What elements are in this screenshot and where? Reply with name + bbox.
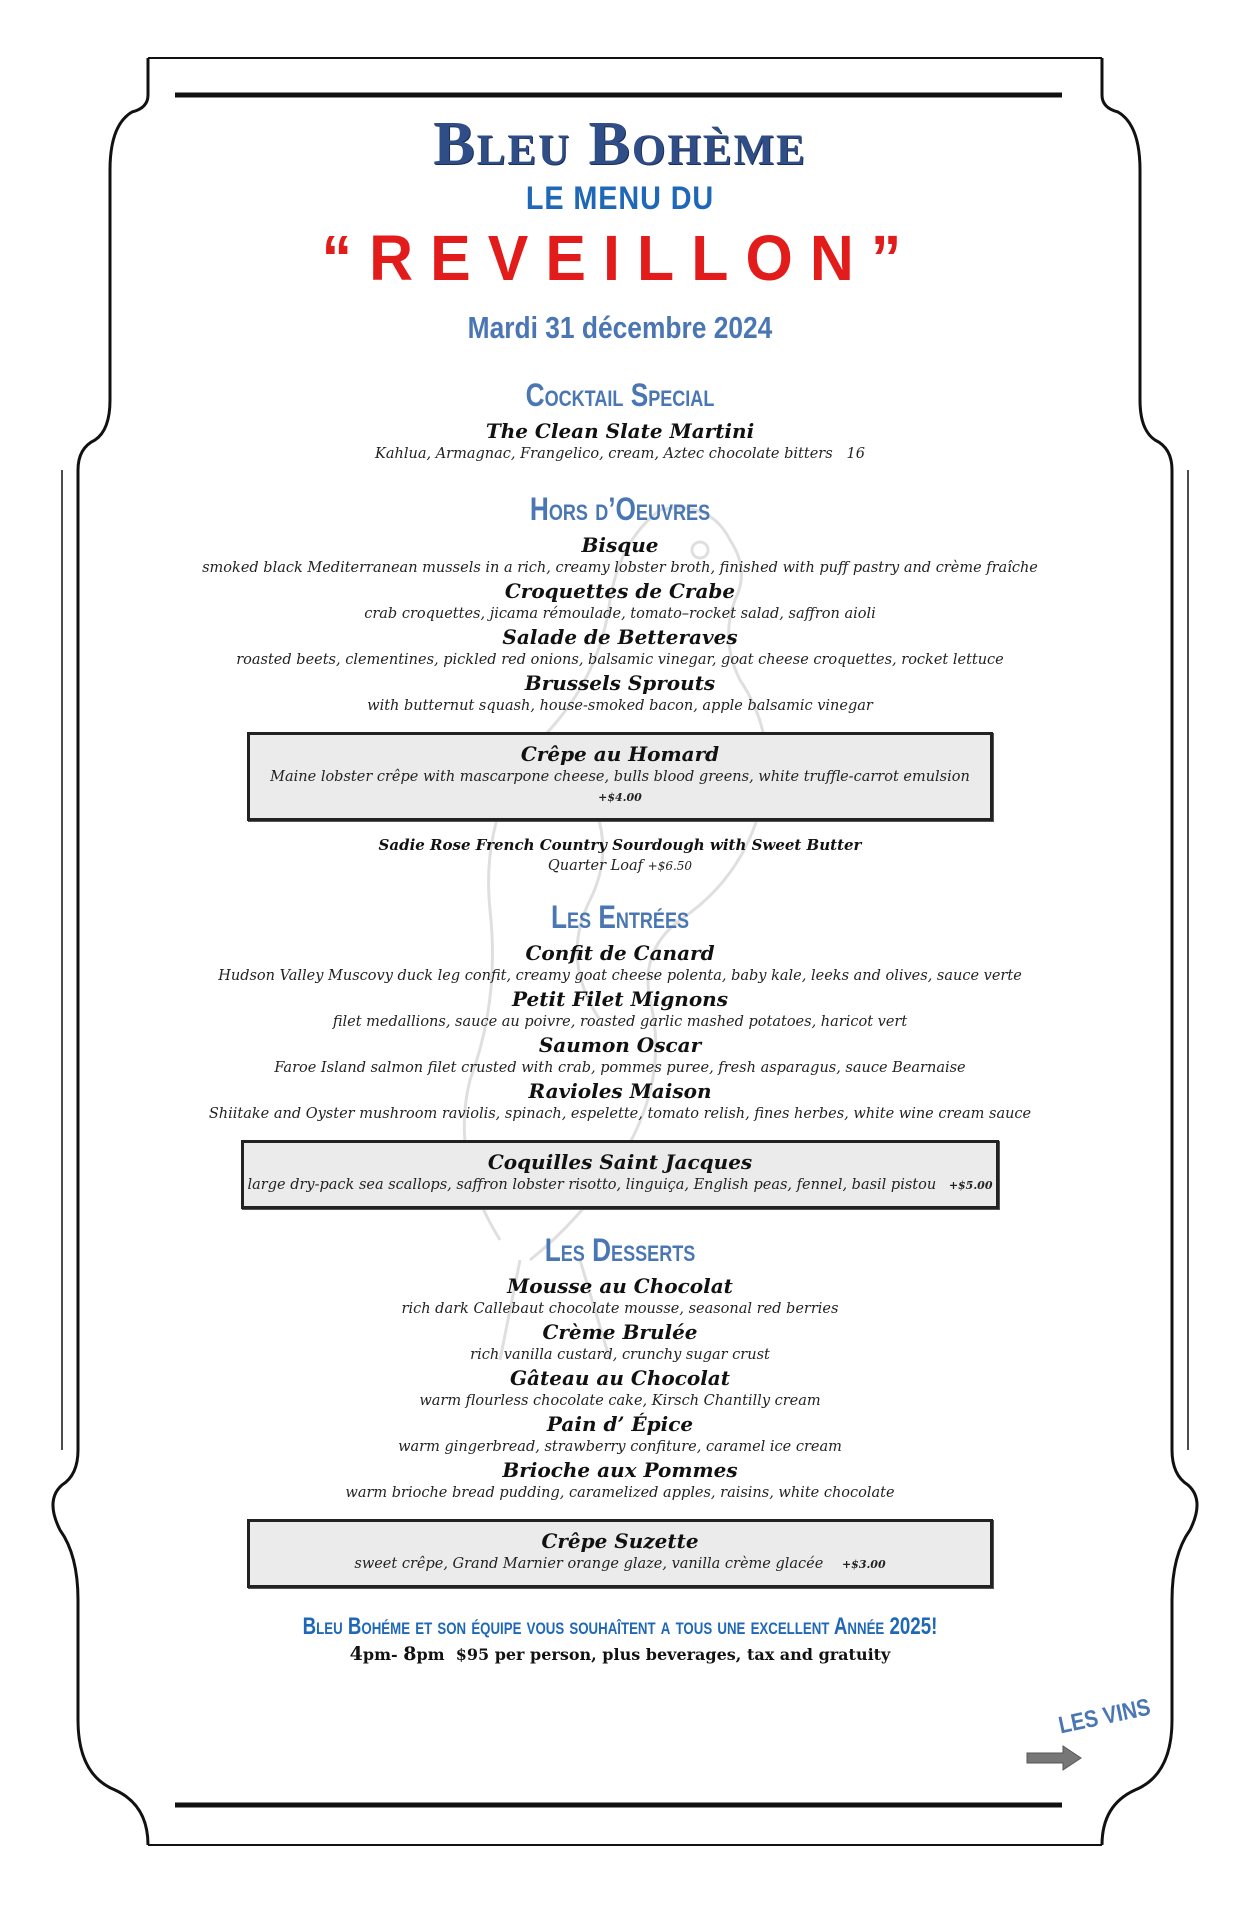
new-year-wish: Bleu Bohéme et son équipe vous souhaîtent a tous une excellent Année 2025! xyxy=(302,1613,938,1640)
item-name: Pain d’ Épice xyxy=(546,1412,694,1436)
section-title-hors: Hors d’Oeuvres xyxy=(529,491,711,527)
price-text: $95 per person, plus beverages, tax and gratuity xyxy=(455,1645,891,1664)
special-price: +$3.00 xyxy=(841,1558,886,1571)
special-desc: sweet crêpe, Grand Marnier orange glaze, vanilla crème glacée xyxy=(354,1556,824,1572)
event-date: Mardi 31 décembre 2024 xyxy=(467,310,773,345)
special-price: +$4.00 xyxy=(598,791,642,804)
item-desc: rich vanilla custard, crunchy sugar crust xyxy=(470,1347,770,1363)
menu-item xyxy=(150,1032,1090,1078)
hours-price-line xyxy=(150,1642,1090,1667)
menu-item xyxy=(150,1457,1090,1503)
item-name: Confit de Canard xyxy=(525,941,715,965)
menu-item xyxy=(150,1078,1090,1124)
item-desc: crab croquettes, jicama rémoulade, tomato–rocket salad, saffron aioli xyxy=(364,606,876,622)
item-desc: warm gingerbread, strawberry confiture, caramel ice cream xyxy=(398,1439,842,1455)
special-desc: large dry-pack sea scallops, saffron lobster risotto, linguiça, English peas, fennel, basil pistou xyxy=(247,1177,937,1193)
section-title-desserts: Les Desserts xyxy=(544,1232,696,1268)
item-desc: roasted beets, clementines, pickled red onions, balsamic vinegar, goat cheese croquettes, rocket lettuce xyxy=(236,652,1004,668)
item-desc: Hudson Valley Muscovy duck leg confit, creamy goat cheese polenta, baby kale, leeks and olives, sauce verte xyxy=(218,968,1022,984)
footer xyxy=(150,1612,1090,1667)
hors-section xyxy=(150,490,1090,876)
item-desc: filet medallions, sauce au poivre, roasted garlic mashed potatoes, haricot vert xyxy=(332,1014,908,1030)
menu-item xyxy=(150,1411,1090,1457)
section-title-cocktail: Cocktail Special xyxy=(525,377,715,413)
menu-item xyxy=(150,1365,1090,1411)
menu-item xyxy=(150,1319,1090,1365)
bread-price: +$6.50 xyxy=(647,859,693,873)
item-name: Ravioles Maison xyxy=(528,1079,712,1103)
menu-item xyxy=(150,986,1090,1032)
special-name: Coquilles Saint Jacques xyxy=(487,1150,753,1174)
item-desc: rich dark Callebaut chocolate mousse, seasonal red berries xyxy=(401,1301,839,1317)
cocktail-name: The Clean Slate Martini xyxy=(485,419,755,443)
item-desc: warm flourless chocolate cake, Kirsch Chantilly cream xyxy=(419,1393,821,1409)
wine-list-link[interactable]: LES VINS xyxy=(1056,1693,1153,1740)
item-name: Saumon Oscar xyxy=(538,1033,702,1057)
start-unit: pm- xyxy=(362,1645,398,1664)
special-box-hors xyxy=(247,732,993,821)
desserts-section xyxy=(150,1231,1090,1588)
bread-name: Sadie Rose French Country Sourdough with Sweet Butter xyxy=(378,836,862,854)
section-title-entrees: Les Entrées xyxy=(550,899,690,935)
menu-page xyxy=(150,100,1090,1667)
menu-subtitle: LE MENU DU xyxy=(525,180,715,216)
entrees-section xyxy=(150,898,1090,1209)
menu-item xyxy=(150,1273,1090,1319)
cocktail-desc: Kahlua, Armagnac, Frangelico, cream, Aztec chocolate bitters 16 xyxy=(375,446,865,462)
item-name: Bisque xyxy=(581,533,659,557)
item-desc: warm brioche bread pudding, caramelized apples, raisins, white chocolate xyxy=(345,1485,895,1501)
menu-title: “REVEILLON” xyxy=(321,222,919,294)
item-desc: Faroe Island salmon filet crusted with crab, pommes puree, fresh asparagus, sauce Bearnaise xyxy=(274,1060,966,1076)
menu-item xyxy=(150,532,1090,578)
start-hour: 4 xyxy=(349,1643,363,1665)
brand-title: Bleu Bohème xyxy=(433,110,807,178)
special-name: Crêpe Suzette xyxy=(541,1529,699,1553)
item-name: Brussels Sprouts xyxy=(524,671,716,695)
bread-item xyxy=(150,835,1090,876)
special-desc-line xyxy=(250,1554,990,1575)
item-name: Salade de Betteraves xyxy=(502,625,738,649)
item-name: Gâteau au Chocolat xyxy=(509,1366,731,1390)
special-desc: Maine lobster crêpe with mascarpone cheese, bulls blood greens, white truffle-carrot emulsion xyxy=(270,769,970,785)
special-box-desserts xyxy=(247,1519,993,1588)
item-name: Crème Brulée xyxy=(542,1320,698,1344)
end-unit: pm xyxy=(416,1645,445,1664)
item-desc: smoked black Mediterranean mussels in a rich, creamy lobster broth, finished with puff pastry and crème fraîche xyxy=(202,560,1038,576)
cocktail-section xyxy=(150,376,1090,464)
special-price: +$5.00 xyxy=(948,1179,993,1192)
special-desc-line xyxy=(250,767,990,808)
item-name: Brioche aux Pommes xyxy=(502,1458,738,1482)
special-desc-line xyxy=(244,1175,996,1196)
menu-item xyxy=(150,940,1090,986)
item-name: Petit Filet Mignons xyxy=(512,987,728,1011)
item-desc: with butternut squash, house-smoked bacon, apple balsamic vinegar xyxy=(367,698,873,714)
item-desc: Shiitake and Oyster mushroom raviolis, spinach, espelette, tomato relish, fines herbes, white wine cream sauce xyxy=(208,1106,1032,1122)
special-name: Crêpe au Homard xyxy=(520,742,720,766)
end-hour: 8 xyxy=(403,1643,417,1665)
item-name: Mousse au Chocolat xyxy=(507,1274,733,1298)
menu-item xyxy=(150,578,1090,624)
menu-item xyxy=(150,670,1090,716)
special-box-entrees xyxy=(241,1140,999,1209)
arrow-right-icon[interactable] xyxy=(1025,1743,1085,1773)
bread-desc-line xyxy=(150,856,1090,876)
menu-item xyxy=(150,624,1090,670)
bread-desc: Quarter Loaf xyxy=(547,858,644,874)
item-name: Croquettes de Crabe xyxy=(504,579,736,603)
